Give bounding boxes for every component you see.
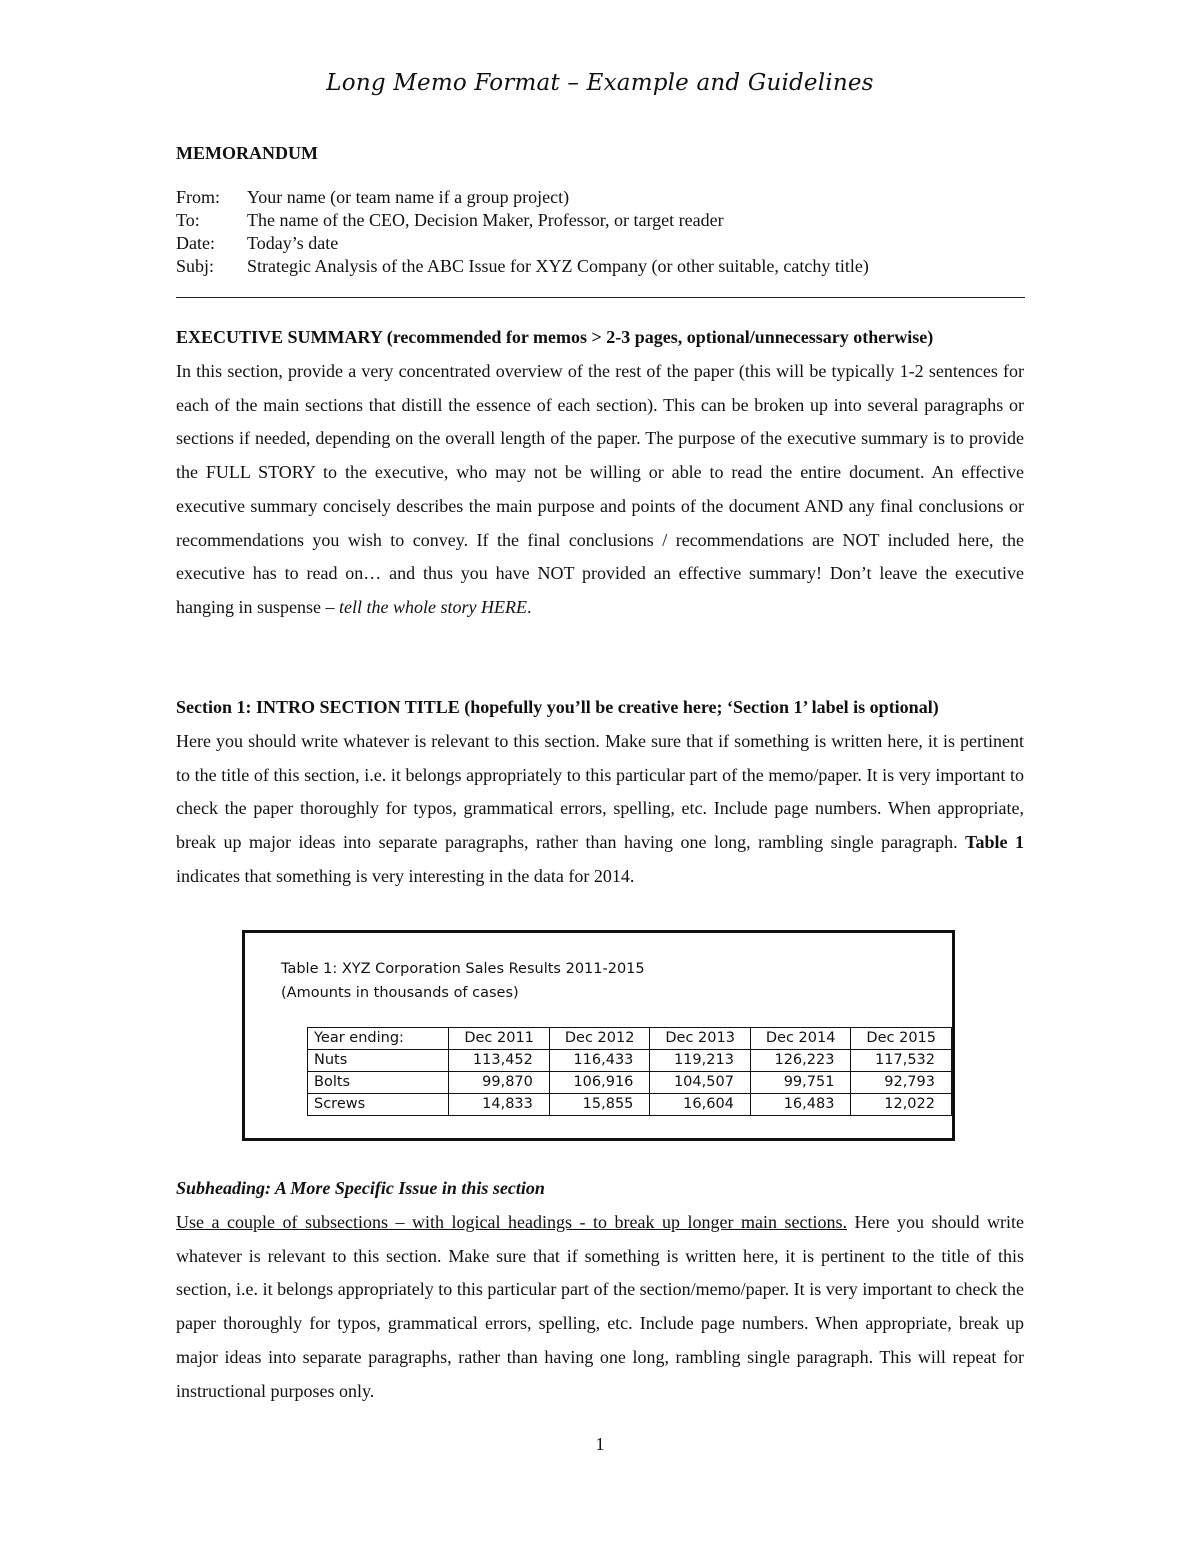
header-label: Subj: bbox=[176, 256, 215, 276]
header-label: Date: bbox=[176, 233, 215, 253]
header-label: To: bbox=[176, 210, 200, 230]
table-cell: 99,870 bbox=[449, 1072, 550, 1094]
table-header-cell: Year ending: bbox=[308, 1028, 449, 1050]
table-cell: 119,213 bbox=[650, 1050, 751, 1072]
section1-end: indicates that something is very interesting in the data for 2014. bbox=[176, 865, 635, 886]
table-cell: 92,793 bbox=[851, 1072, 952, 1094]
header-value: Today’s date bbox=[247, 233, 339, 253]
header-value: Strategic Analysis of the ABC Issue for XYZ Company (or other suitable, catchy title) bbox=[247, 256, 869, 276]
table-cell: 14,833 bbox=[449, 1094, 550, 1116]
section1-body bbox=[176, 725, 1024, 894]
table-cell: 99,751 bbox=[750, 1072, 851, 1094]
table-cell: 117,532 bbox=[851, 1050, 952, 1072]
executive-summary-body bbox=[176, 355, 1024, 625]
header-label: From: bbox=[176, 187, 221, 207]
table-cell: Bolts bbox=[308, 1072, 449, 1094]
table-row bbox=[308, 1094, 952, 1116]
header-divider bbox=[176, 297, 1025, 298]
table-cell: 106,916 bbox=[549, 1072, 650, 1094]
table-cell: 113,452 bbox=[449, 1050, 550, 1072]
table-header-row bbox=[308, 1028, 952, 1050]
header-value: Your name (or team name if a group project) bbox=[247, 187, 570, 207]
executive-summary-emphasis: tell the whole story HERE bbox=[338, 596, 527, 617]
table-header-cell: Dec 2015 bbox=[851, 1028, 952, 1050]
table-header-cell: Dec 2012 bbox=[549, 1028, 650, 1050]
table-header-cell: Dec 2013 bbox=[650, 1028, 751, 1050]
table1-frame bbox=[242, 930, 955, 1141]
table-cell: 116,433 bbox=[549, 1050, 650, 1072]
table-cell: 12,022 bbox=[851, 1094, 952, 1116]
table-cell: 15,855 bbox=[549, 1094, 650, 1116]
subsection-text: Here you should write whatever is relevant to this section. Make sure that if something is written here, it is pertinent to the title of this section, i.e. it belongs appropriately to this particular part of the section/memo/paper. It is very important to check the paper thoroughly for typos, grammatical errors, spelling, etc. Include page numbers. When appropriate, break up major ideas into separate paragraphs, rather than having one long, rambling single paragraph. This will repeat for instructional purposes only. bbox=[176, 1212, 1024, 1401]
table-cell: Nuts bbox=[308, 1050, 449, 1072]
table-cell: 16,604 bbox=[650, 1094, 751, 1116]
section1-heading: Section 1: INTRO SECTION TITLE (hopefully you’ll be creative here; ‘Section 1’ label is optional) bbox=[176, 697, 939, 717]
section1-text: Here you should write whatever is relevant to this section. Make sure that if something is written here, it is pertinent to the title of this section, i.e. it belongs appropriately to this particular part of the memo/paper. It is very important to check the paper thoroughly for typos, grammatical errors, spelling, etc. Include page numbers. When appropriate, break up major ideas into separate paragraphs, rather than having one long, rambling single paragraph. bbox=[176, 731, 1024, 853]
subsection-heading: Subheading: A More Specific Issue in this section bbox=[176, 1178, 545, 1198]
memo-heading: MEMORANDUM bbox=[176, 143, 318, 163]
table-cell: Screws bbox=[308, 1094, 449, 1116]
table-cell: 104,507 bbox=[650, 1072, 751, 1094]
table-cell: 16,483 bbox=[750, 1094, 851, 1116]
table1-caption: Table 1: XYZ Corporation Sales Results 2011-2015 bbox=[281, 961, 645, 977]
table-row bbox=[308, 1072, 952, 1094]
header-value: The name of the CEO, Decision Maker, Professor, or target reader bbox=[247, 210, 724, 230]
sales-table bbox=[307, 1027, 952, 1116]
table-cell: 126,223 bbox=[750, 1050, 851, 1072]
table-row bbox=[308, 1050, 952, 1072]
page-title: Long Memo Format – Example and Guidelines bbox=[326, 70, 874, 96]
subsection-body bbox=[176, 1206, 1024, 1408]
table-header-cell: Dec 2011 bbox=[449, 1028, 550, 1050]
table1-subcaption: (Amounts in thousands of cases) bbox=[281, 985, 519, 1001]
page-number: 1 bbox=[595, 1434, 605, 1454]
table-header-cell: Dec 2014 bbox=[750, 1028, 851, 1050]
executive-summary-end: . bbox=[526, 596, 532, 617]
executive-summary-text: In this section, provide a very concentrated overview of the rest of the paper (this will be typically 1-2 sentences for each of the main sections that distill the essence of each section). This can be broken up into several paragraphs or sections if needed, depending on the overall length of the paper. The purpose of the executive summary is to provide the FULL STORY to the executive, who may not be willing or able to read the entire document. An effective executive summary concisely describes the main purpose and points of the document AND any final conclusions or recommendations you wish to convey. If the final conclusions / recommendations are NOT included here, the executive has to read on… and thus you have NOT provided an effective summary! Don’t leave the executive hanging in suspense – bbox=[176, 361, 1024, 617]
subsection-underlined-text: Use a couple of subsections – with logical headings - to break up longer main sections. bbox=[176, 1212, 847, 1232]
executive-summary-heading: EXECUTIVE SUMMARY (recommended for memos > 2-3 pages, optional/unnecessary otherwise) bbox=[176, 327, 934, 347]
table-reference: Table 1 bbox=[965, 832, 1024, 853]
